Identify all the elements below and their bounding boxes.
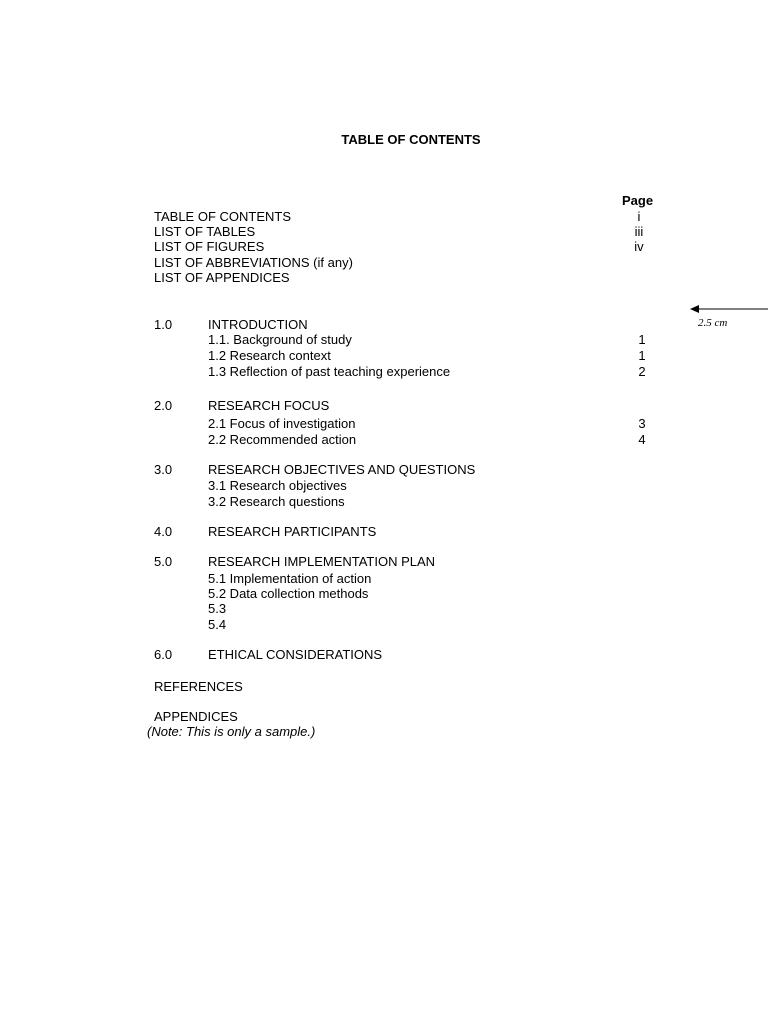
subsection-label[interactable]: 1.3 Reflection of past teaching experience (208, 364, 451, 379)
toc-entry-page: i (637, 209, 641, 224)
subsection-label[interactable]: 5.3 (208, 601, 227, 616)
margin-measurement-label: 2.5 cm (698, 317, 728, 329)
subsection-label[interactable]: 3.2 Research questions (208, 494, 345, 509)
section-title[interactable]: RESEARCH IMPLEMENTATION PLAN (208, 554, 436, 569)
left-arrow-icon (690, 302, 768, 316)
section-number: 2.0 (154, 398, 173, 413)
sample-note: (Note: This is only a sample.) (147, 724, 316, 739)
section-number: 5.0 (154, 554, 173, 569)
toc-entry-label[interactable]: APPENDICES (154, 709, 238, 724)
subsection-label[interactable]: 3.1 Research objectives (208, 478, 347, 493)
section-number: 4.0 (154, 524, 173, 539)
subsection-page: 1 (638, 332, 646, 347)
page-title: TABLE OF CONTENTS (341, 132, 481, 147)
toc-entry-page: iv (634, 239, 644, 254)
section-title[interactable]: RESEARCH FOCUS (208, 398, 330, 413)
section-title[interactable]: RESEARCH OBJECTIVES AND QUESTIONS (208, 462, 476, 477)
toc-entry-label[interactable]: TABLE OF CONTENTS (154, 209, 291, 224)
toc-entry-label[interactable]: LIST OF ABBREVIATIONS (if any) (154, 255, 353, 270)
toc-entry-page: iii (634, 224, 644, 239)
section-title[interactable]: INTRODUCTION (208, 317, 308, 332)
subsection-label[interactable]: 5.4 (208, 617, 227, 632)
subsection-label[interactable]: 5.2 Data collection methods (208, 586, 369, 601)
section-number: 6.0 (154, 647, 173, 662)
section-number: 3.0 (154, 462, 173, 477)
page-column-header: Page (622, 193, 654, 208)
toc-entry-label[interactable]: LIST OF APPENDICES (154, 270, 290, 285)
subsection-page: 4 (638, 432, 646, 447)
subsection-page: 3 (638, 416, 646, 431)
section-title[interactable]: ETHICAL CONSIDERATIONS (208, 647, 383, 662)
subsection-label[interactable]: 1.2 Research context (208, 348, 331, 363)
subsection-label[interactable]: 5.1 Implementation of action (208, 571, 372, 586)
toc-entry-label[interactable]: LIST OF TABLES (154, 224, 256, 239)
toc-entry-label[interactable]: REFERENCES (154, 679, 243, 694)
section-title[interactable]: RESEARCH PARTICIPANTS (208, 524, 377, 539)
toc-entry-label[interactable]: LIST OF FIGURES (154, 239, 265, 254)
subsection-label[interactable]: 2.2 Recommended action (208, 432, 357, 447)
subsection-label[interactable]: 1.1. Background of study (208, 332, 352, 347)
section-number: 1.0 (154, 317, 173, 332)
subsection-label[interactable]: 2.1 Focus of investigation (208, 416, 356, 431)
subsection-page: 2 (638, 364, 646, 379)
subsection-page: 1 (638, 348, 646, 363)
